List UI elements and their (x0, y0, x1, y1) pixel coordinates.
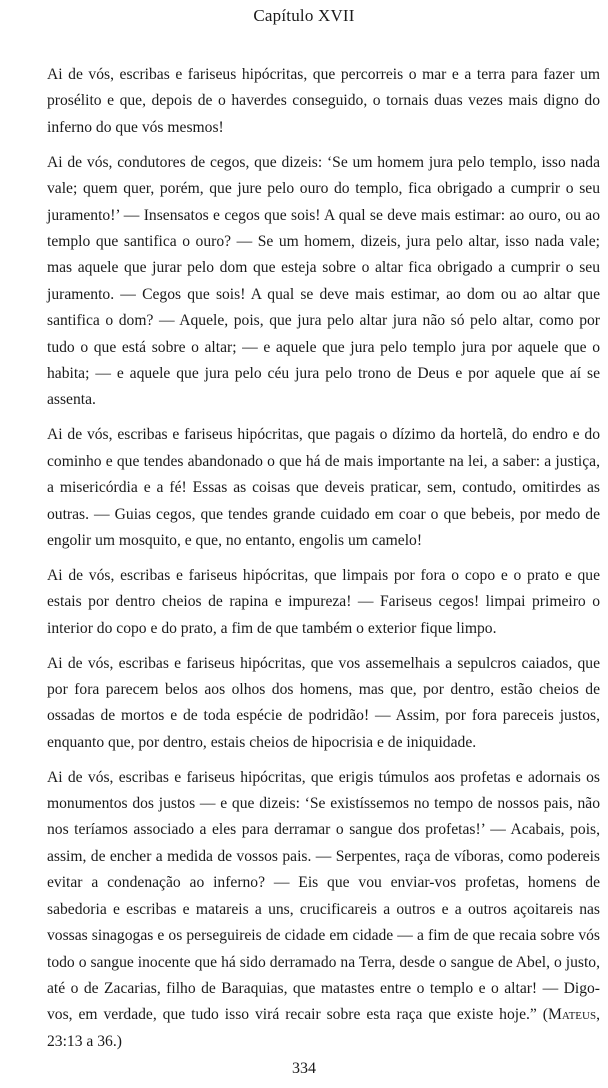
citation-open: ( (536, 1006, 548, 1024)
paragraph-6 (47, 765, 600, 1055)
paragraph-5: Ai de vós, escribas e fariseus hipócritas, que vos assemelhais a sepulcros caiados, que por fora parecem belos aos olhos dos homens, mas que, por dentro, estão cheios de ossadas de mortos e de toda espécie de podridão! — Assim, por fora pareceis justos, enquanto que, por dentro, estais cheios de hipocrisia e de iniquidade. (47, 654, 600, 751)
citation-ref: , 23:13 a 36.) (47, 1006, 600, 1050)
paragraph-3: Ai de vós, escribas e fariseus hipócritas, que pagais o dízimo da hortelã, do endro e do cominho e que tendes abandonado o que há de mais importante na lei, a saber: a justiça, a misericórdia e a fé! Essas as coisas que deveis praticar, sem, contudo, omitirdes as outras. — Guias cegos, que tendes grande cuidado em coar o que bebeis, por medo de engolir um mosquito, e que, no entanto, engolis um camelo! (47, 426, 600, 549)
citation-book: Mateus (548, 1006, 597, 1024)
page-number: 334 (292, 1060, 316, 1077)
paragraph-1: Ai de vós, escribas e fariseus hipócritas, que percorreis o mar e a terra para fazer um prosélito e que, depois de o haverdes conseguido, o tornais duas vezes mais digno do inferno do que vós mesmos! (47, 66, 600, 136)
body-text (47, 62, 600, 1064)
running-head-chapter: Capítulo XVII (253, 6, 355, 25)
paragraph-4: Ai de vós, escribas e fariseus hipócritas, que limpais por fora o copo e o prato e que estais por dentro cheios de rapina e impureza! — Fariseus cegos! limpai primeiro o interior do copo e do prato, a fim de que também o exterior fique limpo. (47, 566, 600, 637)
paragraph-6-text: Ai de vós, escribas e fariseus hipócritas, que erigis túmulos aos profetas e adornais os monumentos dos justos — e que dizeis: ‘Se existíssemos no tempo de nossos pais, não nos teríamos associado a eles para derramar o sangue dos profetas!’ — Acabais, pois, assim, de encher a medida de vossos pais. — Serpentes, raça de víboras, como podereis evitar a condenação ao inferno? — Eis que vou enviar-vos profetas, homens de sabedoria e escribas e matareis a uns, crucificareis a outros e a outros açoitareis nas vossas sinagogas e os perseguireis de cidade em cidade — a fim de que recaia sobre vós todo o sangue inocente que há sido derramado na Terra, desde o sangue de Abel, o justo, até o de Zacarias, filho de Baraquias, que matastes entre o templo e o altar! — Digo-vos, em verdade, que tudo isso virá recair sobre esta raça que existe hoje.” (47, 768, 600, 1024)
paragraph-2: Ai de vós, condutores de cegos, que dizeis: ‘Se um homem jura pelo templo, isso nada vale; quem quer, porém, que jure pelo ouro do templo, fica obrigado a cumprir o seu juramento!’ — Insensatos e cegos que sois! A qual se deve mais estimar: ao ouro, ou ao templo que santifica o ouro? — Se um homem, dizeis, jura pelo altar, isso nada vale; mas aquele que jurar pelo dom que esteja sobre o altar fica obrigado a cumprir o seu juramento. — Cegos que sois! A qual se deve mais estimar, ao dom ou ao altar que santifica o dom? — Aquele, pois, que jura pelo altar jura não só pelo altar, como por tudo o que está sobre o altar; — e aquele que jura pelo templo jura por aquele que o habita; — e aquele que jura pelo céu jura pelo trono de Deus e por aquele que aí se assenta. (47, 153, 600, 409)
